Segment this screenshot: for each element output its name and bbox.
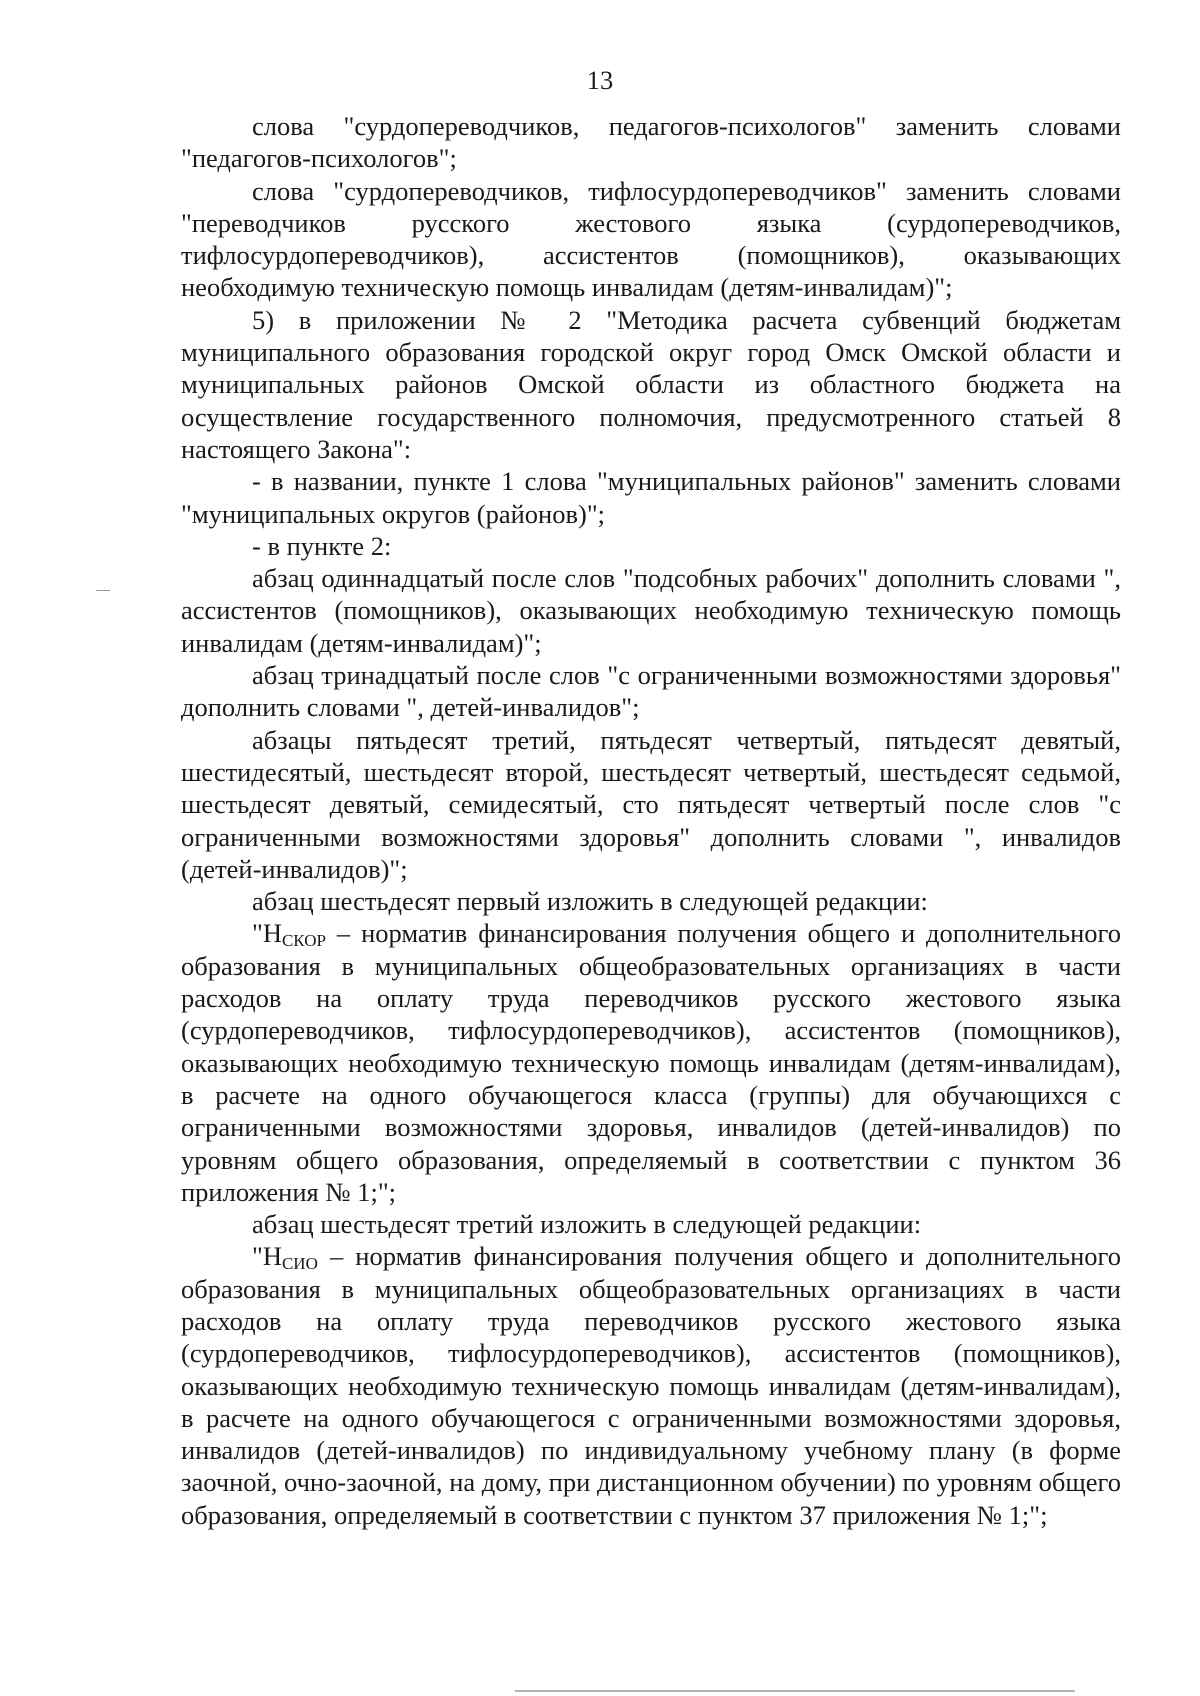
formula-definition-skor [181,917,1121,1208]
formula-subscript: СКОР [281,931,326,951]
paragraph: слова "сурдопереводчиков, педагогов-психологов" заменить словами "педагогов-психологов"; [181,111,1121,174]
formula-text: – норматив финансирования получения общего и дополнительного образования в муниципальных общеобразовательных организациях в части расходов на оплату труда переводчиков русского жестового языка (сурдопереводчиков, тифлосурдопереводчиков), ассистентов (помощников), оказывающих необходимую техническую помощь инвалидам (детям-инвалидам), в расчете на одного обучающегося с ограниченными возможностями здоровья, инвалидов (детей-инвалидов) по индивидуальному учебному плану (в форме заочной, очно-заочной, на дому, при дистанционном обучении) по уровням общего образования, определяемый в соответствии с пунктом 37 приложения № 1;"; [181,1241,1121,1530]
paragraph: 5) в приложении № 2 "Методика расчета субвенций бюджетам муниципального образования городской округ город Омск Омской области и муниципальных районов Омской области из областного бюджета на осуществление государственного полномочия, предусмотренного статьей 8 настоящего Закона": [181,304,1121,464]
paragraph: абзац тринадцатый после слов "с ограниченными возможностями здоровья" дополнить словами ", детей-инвалидов"; [181,660,1121,723]
formula-prefix: "Н [252,918,282,949]
paragraph: абзац шестьдесят первый изложить в следующей редакции: [252,886,928,917]
paragraph: абзацы пятьдесят третий, пятьдесят четвертый, пятьдесят девятый, шестидесятый, шестьдесят второй, шестьдесят четвертый, шестьдесят седьмой, шестьдесят девятый, семидесятый, сто пятьдесят четвертый после слов "с ограниченными возможностями здоровья" дополнить словами ", инвалидов (детей-инвалидов)"; [181,724,1121,884]
formula-text: – норматив финансирования получения общего и дополнительного образования в муниципальных общеобразовательных организациях в части расходов на оплату труда переводчиков русского жестового языка (сурдопереводчиков, тифлосурдопереводчиков), ассистентов (помощников), оказывающих необходимую техническую помощь инвалидам (детям-инвалидам), в расчете на одного обучающегося класса (группы) для обучающихся с ограниченными возможностями здоровья, инвалидов (детей-инвалидов) по уровням общего образования, определяемый в соответствии с пунктом 36 приложения № 1;"; [181,918,1121,1207]
page-number: 13 [586,65,614,95]
paragraph: абзац шестьдесят третий изложить в следующей редакции: [252,1209,922,1240]
scan-margin-mark [96,590,110,591]
document-body [181,110,1121,1531]
paragraph: - в названии, пункте 1 слова "муниципальных районов" заменить словами "муниципальных округов (районов)"; [181,466,1121,529]
formula-prefix: "Н [252,1241,282,1272]
scan-bottom-edge [515,1690,1075,1692]
formula-definition-sio [181,1240,1121,1531]
formula-subscript: СИО [281,1254,318,1274]
paragraph: - в пункте 2: [252,530,392,561]
paragraph: абзац одиннадцатый после слов "подсобных рабочих" дополнить словами ", ассистентов (помощников), оказывающих необходимую техническую помощь инвалидам (детям-инвалидам)"; [181,563,1121,658]
paragraph: слова "сурдопереводчиков, тифлосурдопереводчиков" заменить словами "переводчиков русского жестового языка (сурдопереводчиков, тифлосурдопереводчиков), ассистентов (помощников), оказывающих необходимую техническую помощь инвалидам (детям-инвалидам)"; [181,175,1121,303]
